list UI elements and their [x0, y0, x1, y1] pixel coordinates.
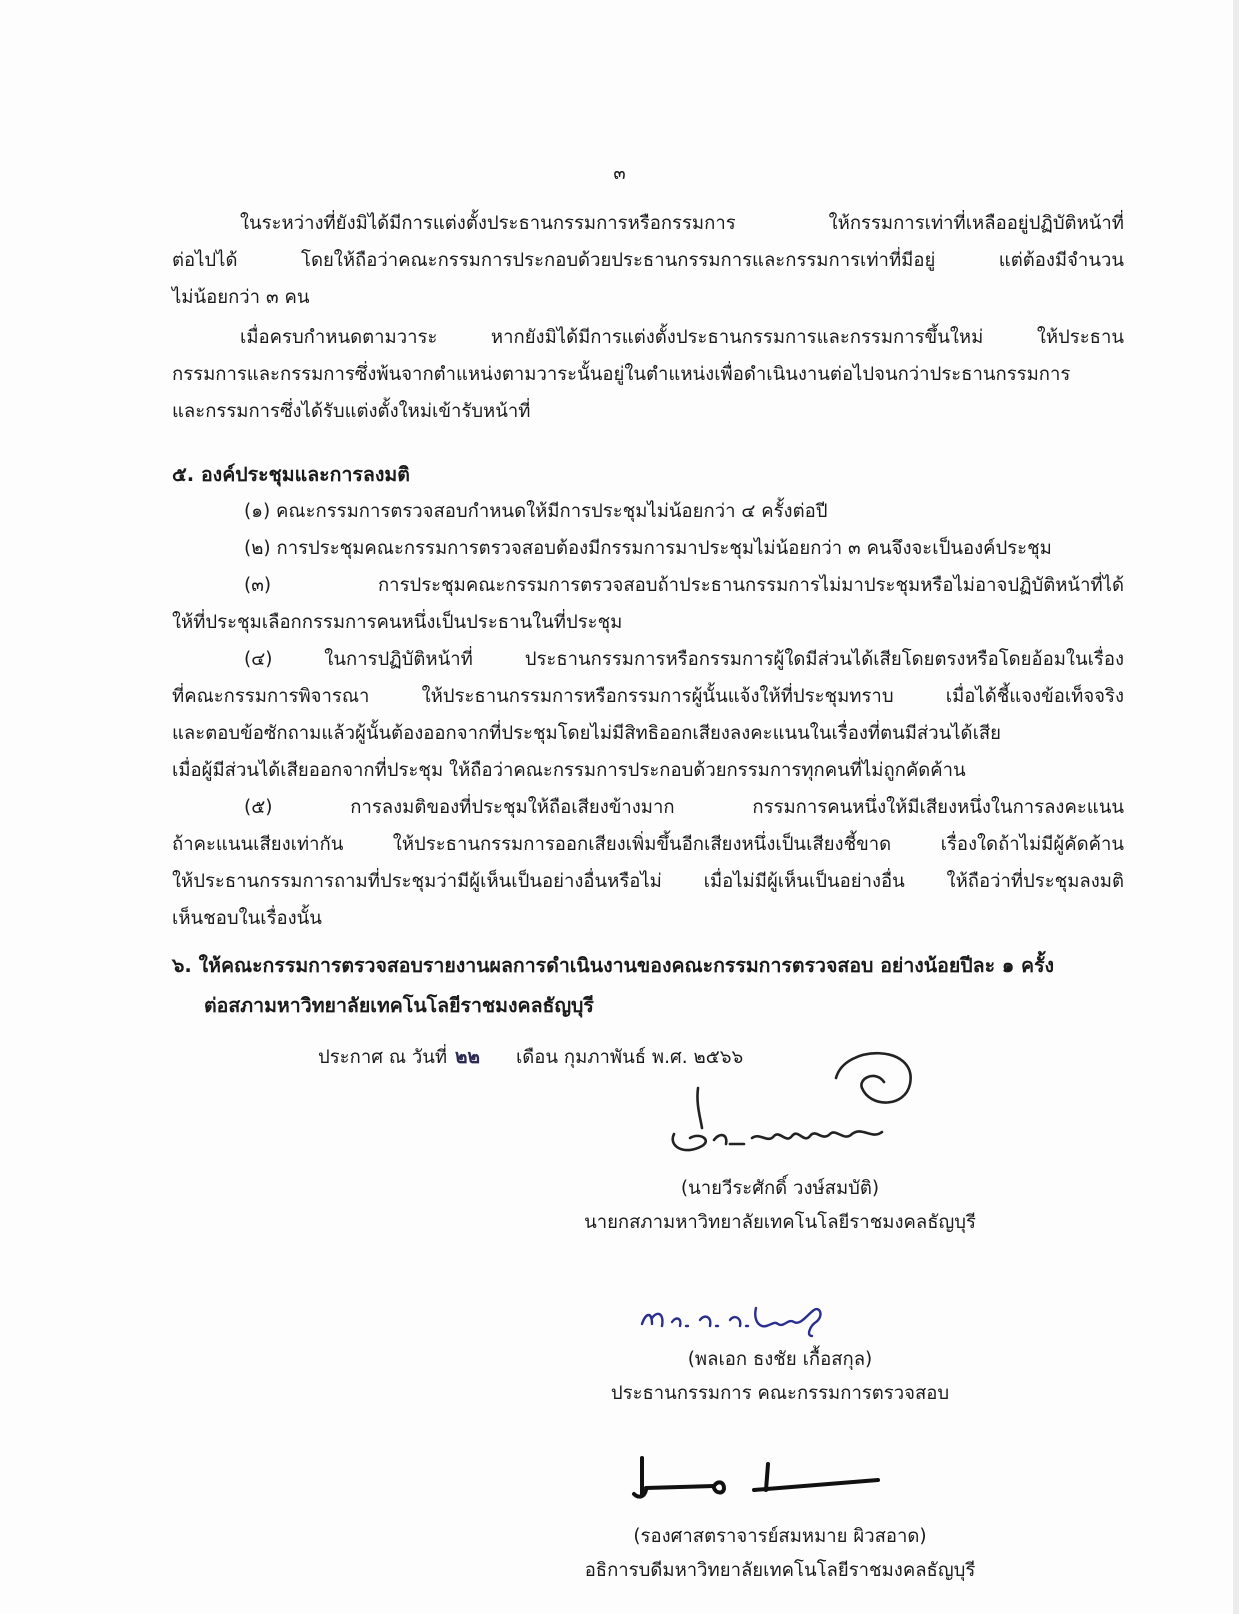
- list-item-continuation: ถ้าคะแนนเสียงเท่ากัน ให้ประธานกรรมการออกเสียงเพิ่มขึ้นอีกเสียงหนึ่งเป็นเสียงชี้ขาด เรื่องใดถ้าไม่มีผู้คัดค้าน: [172, 834, 1124, 855]
- list-item-continuation: เห็นชอบในเรื่องนั้น: [172, 908, 322, 929]
- list-item: (๓) การประชุมคณะกรรมการตรวจสอบถ้าประธานกรรมการไม่มาประชุมหรือไม่อาจปฏิบัติหน้าที่ได้: [244, 575, 1124, 596]
- page-number: ๓: [613, 163, 626, 184]
- announcement-month-year: เดือน กุมภาพันธ์ พ.ศ. ๒๕๖๖: [515, 1047, 744, 1068]
- announcement-prefix: ประกาศ ณ วันที่: [318, 1047, 448, 1068]
- signatory-title: นายกสภามหาวิทยาลัยเทคโนโลยีราชมงคลธัญบุรี: [584, 1212, 976, 1233]
- list-item-continuation: เมื่อผู้มีส่วนได้เสียออกจากที่ประชุม ให้ถือว่าคณะกรรมการประกอบด้วยกรรมการทุกคนที่ไม่ถูกคัดค้าน: [172, 760, 966, 781]
- paragraph-line: เมื่อครบกำหนดตามวาระ หากยังมิได้มีการแต่งตั้งประธานกรรมการและกรรมการขึ้นใหม่ ให้ประธาน: [240, 327, 1124, 348]
- paragraph-line: และกรรมการซึ่งได้รับแต่งตั้งใหม่เข้ารับหน้าที่: [172, 401, 531, 422]
- page-edge-shadow: [1233, 0, 1239, 1614]
- signatory-name: (นายวีระศักดิ์ วงษ์สมบัติ): [680, 1178, 880, 1199]
- signatory-2: [430, 1343, 1130, 1411]
- paragraph-line: ในระหว่างที่ยังมิได้มีการแต่งตั้งประธานกรรมการหรือกรรมการ ให้กรรมการเท่าที่เหลืออยู่ปฏิบัติหน้าที่: [240, 213, 1124, 234]
- list-item: (๑) คณะกรรมการตรวจสอบกำหนดให้มีการประชุมไม่น้อยกว่า ๔ ครั้งต่อปี: [244, 501, 828, 522]
- paragraph-line: ต่อไปได้ โดยให้ถือว่าคณะกรรมการประกอบด้วยประธานกรรมการและกรรมการเท่าที่มีอยู่ แต่ต้องมีจำนวน: [172, 250, 1124, 271]
- signatory-1: [430, 1172, 1130, 1240]
- list-item: (๒) การประชุมคณะกรรมการตรวจสอบต้องมีกรรมการมาประชุมไม่น้อยกว่า ๓ คนจึงจะเป็นองค์ประชุม: [244, 538, 1052, 559]
- list-item-continuation: ที่คณะกรรมการพิจารณา ให้ประธานกรรมการหรือกรรมการผู้นั้นแจ้งให้ที่ประชุมทราบ เมื่อได้ชี้แจงข้อเท็จจริง: [172, 686, 1124, 707]
- section-5: [172, 455, 1124, 495]
- list-item: (๕) การลงมติของที่ประชุมให้ถือเสียงข้างมาก กรรมการคนหนึ่งให้มีเสียงหนึ่งในการลงคะแนน: [244, 797, 1124, 818]
- list-item-continuation: และตอบข้อซักถามแล้วผู้นั้นต้องออกจากที่ประชุมโดยไม่มีสิทธิออกเสียงลงคะแนนในเรื่องที่ตนมีส่วนได้เสีย: [172, 723, 1002, 744]
- signature-president: [628, 1450, 898, 1510]
- signature-audit-chairman: [638, 1296, 838, 1340]
- paragraph-term-expiry: [172, 319, 1124, 430]
- paragraph-line: ไม่น้อยกว่า ๓ คน: [172, 287, 310, 308]
- signatory-title: อธิการบดีมหาวิทยาลัยเทคโนโลยีราชมงคลธัญบุรี: [584, 1560, 976, 1581]
- section-6: [172, 946, 1124, 1026]
- list-item-continuation: ให้ที่ประชุมเลือกกรรมการคนหนึ่งเป็นประธานในที่ประชุม: [172, 612, 623, 633]
- announcement-day: ๒๒: [455, 1046, 481, 1068]
- signatory-name: (รองศาสตราจารย์สมหมาย ผิวสอาด): [633, 1526, 927, 1547]
- section-heading-continuation: ต่อสภามหาวิทยาลัยเทคโนโลยีราชมงคลธัญบุรี: [204, 994, 594, 1017]
- signature-chairman-council: [640, 1048, 940, 1158]
- section-5-items: [172, 493, 1124, 937]
- paragraph-line: กรรมการและกรรมการซึ่งพ้นจากตำแหน่งตามวาระนั้นอยู่ในตำแหน่งเพื่อดำเนินงานต่อไปจนกว่าประธานกรรมการ: [172, 364, 1071, 385]
- list-item: (๔) ในการปฏิบัติหน้าที่ ประธานกรรมการหรือกรรมการผู้ใดมีส่วนได้เสียโดยตรงหรือโดยอ้อมในเรื่อง: [244, 649, 1124, 670]
- signatory-name: (พลเอก ธงชัย เกื้อสกุล): [687, 1349, 873, 1370]
- list-item-continuation: ให้ประธานกรรมการถามที่ประชุมว่ามีผู้เห็นเป็นอย่างอื่นหรือไม่ เมื่อไม่มีผู้เห็นเป็นอย่างอื่น ให้ถือว่าที่ประชุมลงมติ: [172, 871, 1124, 892]
- section-heading: ๖. ให้คณะกรรมการตรวจสอบรายงานผลการดำเนินงานของคณะกรรมการตรวจสอบ อย่างน้อยปีละ ๑ ครั้ง: [172, 954, 1055, 977]
- signatory-3: [430, 1520, 1130, 1588]
- signatory-title: ประธานกรรมการ คณะกรรมการตรวจสอบ: [610, 1383, 950, 1404]
- section-heading: ๕. องค์ประชุมและการลงมติ: [172, 463, 410, 486]
- paragraph-interim-committee: [172, 205, 1124, 316]
